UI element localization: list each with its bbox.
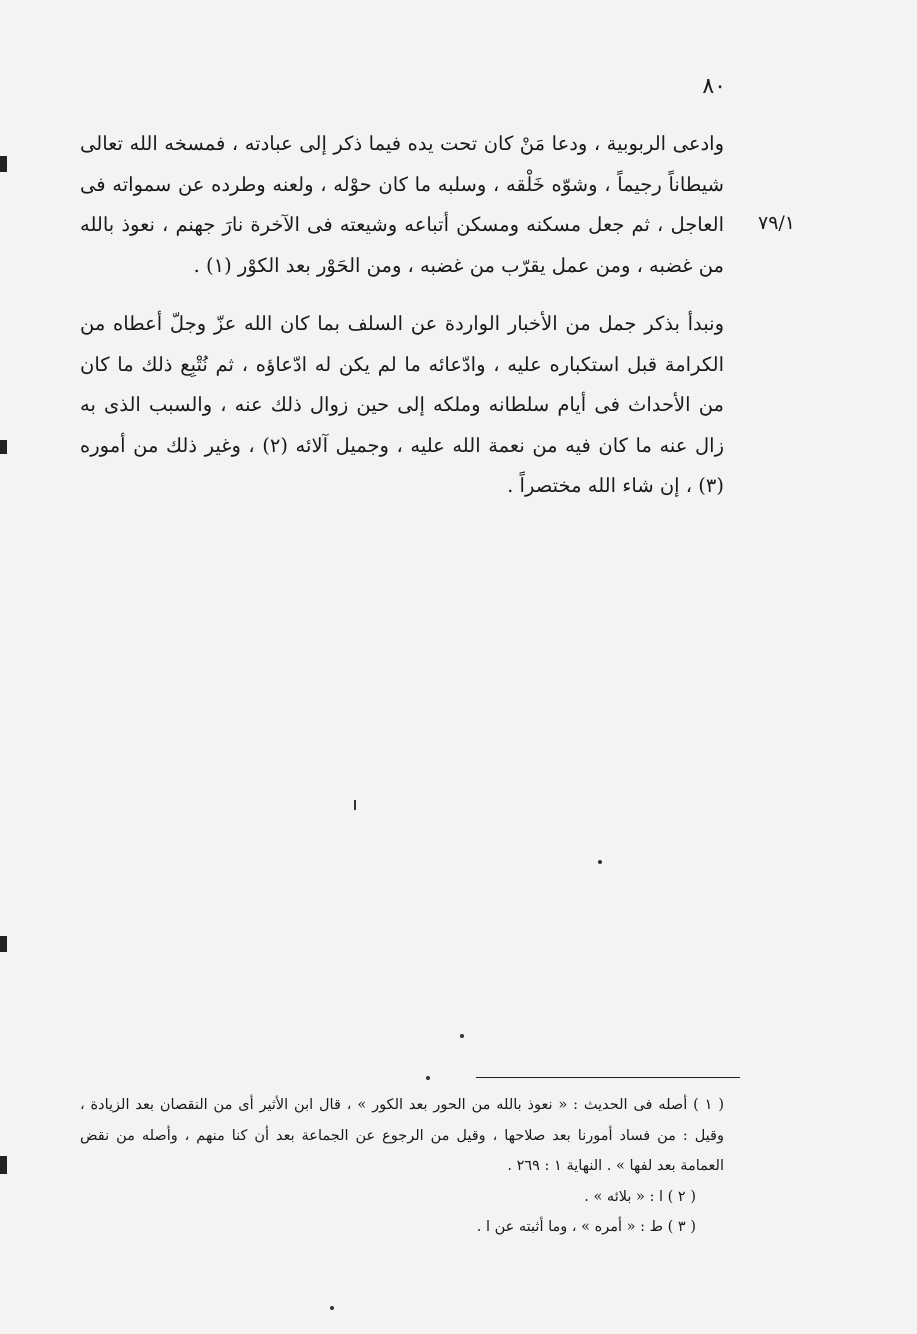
scan-edge-mark — [0, 156, 7, 172]
scan-stroke — [354, 800, 356, 810]
scan-speck — [460, 1034, 464, 1038]
footnote-divider — [476, 1077, 740, 1078]
paragraph-1: وادعى الربوبية ، ودعا مَنْ كان تحت يده فيما ذكر إلى عبادته ، فمسخه الله تعالى شيطاناً رجيماً ، وشوّه خَلْقه ، وسلبه ما كان حوْله ، ولعنه وطرده عن سمواته فى العاجل ، ثم جعل مسكنه ومسكن أتباعه وشيعته فى الآخرة نارَ جهنم ، نعوذ بالله من غضبه ، ومن عمل يقرّب من غضبه ، ومن الحَوْر بعد الكوْر (١) . — [80, 132, 724, 277]
footnote-2: ( ٢ ) ا : « بلائه » . — [584, 1188, 696, 1205]
footnote-3: ( ٣ ) ط : « أمره » ، وما أثبته عن ا . — [476, 1219, 696, 1235]
scan-edge-mark — [0, 936, 7, 952]
paragraph-2: ونبدأ بذكر جمل من الأخبار الواردة عن السلف بما كان الله عزّ وجلّ أعطاه من الكرامة قبل استكباره عليه ، وادّعائه ما لم يكن له ادّعاؤه ، ثم نُتْبِع ذلك ما كان من الأحداث فى أيام سلطانه وملكه إلى حين زوال ذلك عنه ، والسبب الذى به زال عنه ما كان فيه من نعمة الله عليه ، وجميل آلائه (٢) ، وغير ذلك من أموره (٣) ، إن شاء الله مختصراً . — [80, 312, 724, 497]
main-text — [80, 124, 724, 507]
page-number: ٨٠ — [702, 74, 726, 99]
scan-speck — [330, 1306, 334, 1310]
scan-speck — [426, 1076, 430, 1080]
scan-speck — [598, 860, 602, 864]
footnotes — [80, 1090, 724, 1243]
scan-edge-mark — [0, 1156, 7, 1174]
scan-edge-mark — [0, 440, 7, 454]
margin-reference: ٧٩/١ — [758, 212, 796, 234]
footnote-1: ( ١ ) أصله فى الحديث : « نعوذ بالله من الحور بعد الكور » ، قال ابن الأثير أى من النقصان بعد الزيادة ، وقيل : من فساد أمورنا بعد صلاحها ، وقيل من الرجوع عن الجماعة بعد أن كنا منهم ، وأصله من نقض العمامة بعد لفها » . النهاية ١ : ٢٦٩ . — [80, 1097, 724, 1174]
